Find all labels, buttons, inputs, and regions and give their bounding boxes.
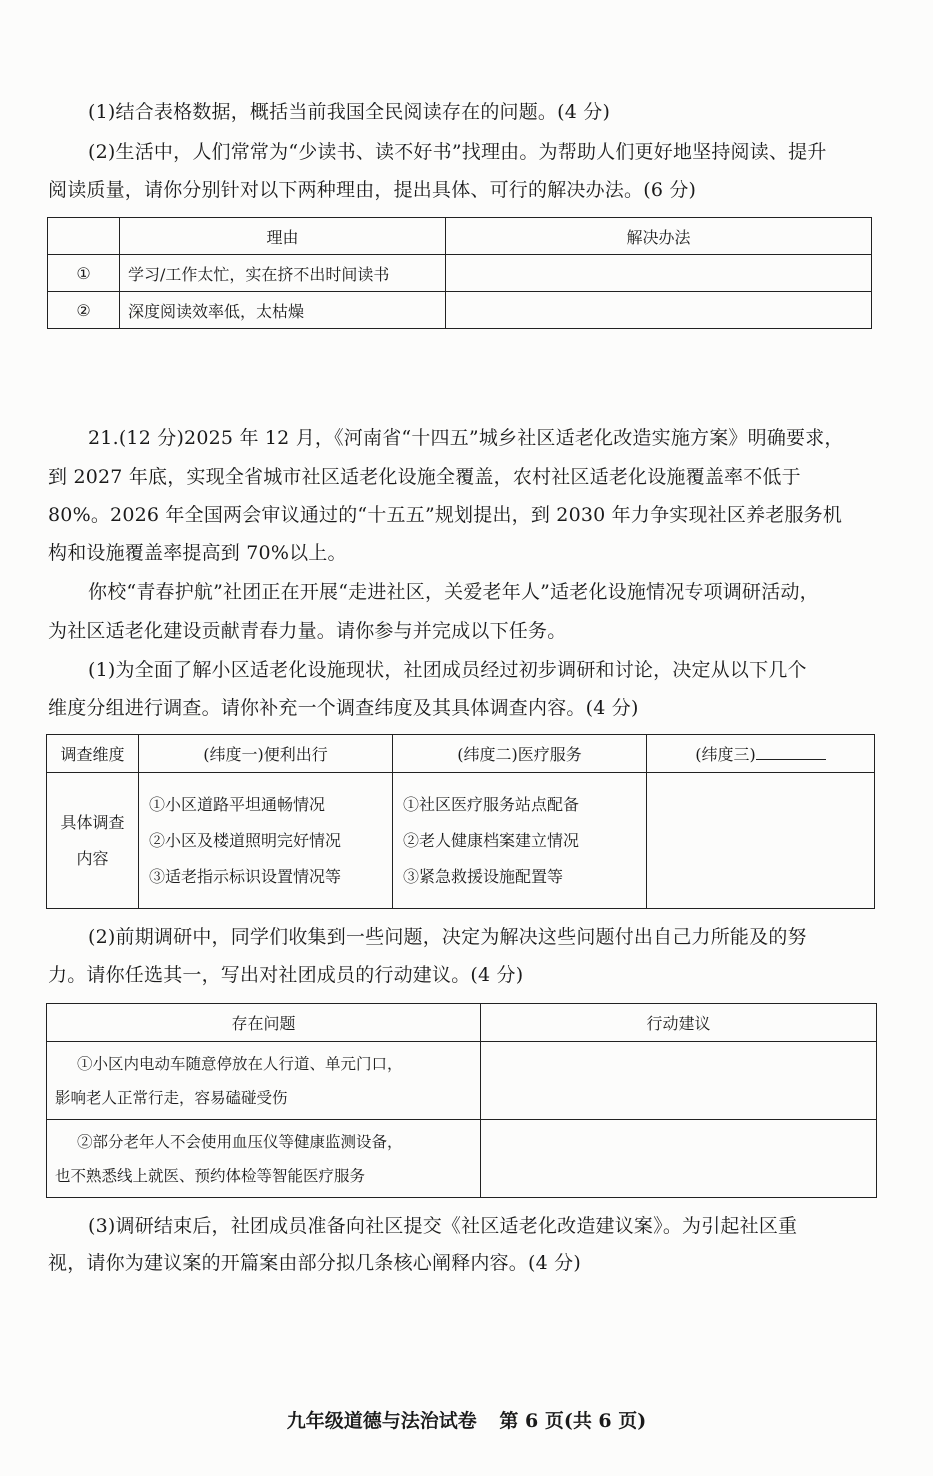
footer-title: 九年级道德与法治试卷 [286, 1410, 477, 1432]
table-row [48, 255, 872, 292]
dimension-3-blank[interactable] [756, 745, 826, 760]
q21-sub2-line1: (2)前期调研中，同学们收集到一些问题，决定为解决这些问题付出自己力所能及的努 [88, 926, 807, 948]
q21-context-line2: 为社区适老化建设贡献青春力量。请你参与并完成以下任务。 [48, 620, 567, 642]
row-number: ② [48, 292, 120, 329]
dimension-3-label: (纬度三) [695, 745, 756, 764]
row-reason: 深度阅读效率低，太枯燥 [120, 292, 446, 329]
survey-dimension-table [46, 734, 875, 909]
action-answer[interactable] [481, 1120, 877, 1198]
problem-cell: ②部分老年人不会使用血压仪等健康监测设备， 也不熟悉线上就医、预约体检等智能医疗服务 [47, 1120, 481, 1198]
table-row [48, 292, 872, 329]
table-header-reason: 理由 [120, 218, 446, 255]
q21-intro-line2: 到 2027 年底，实现全省城市社区适老化设施全覆盖，农村社区适老化设施覆盖率不低于 [48, 466, 801, 488]
row-reason: 学习/工作太忙，实在挤不出时间读书 [120, 255, 446, 292]
q21-intro-line4: 构和设施覆盖率提高到 70%以上。 [48, 542, 347, 564]
q21-sub1-line1: (1)为全面了解小区适老化设施现状，社团成员经过初步调研和讨论，决定从以下几个 [88, 659, 807, 681]
q20-sub1: (1)结合表格数据，概括当前我国全民阅读存在的问题。(4 分) [88, 101, 611, 123]
dimension-1: (纬度一)便利出行 [139, 735, 393, 773]
q20-sub2-line2: 阅读质量，请你分别针对以下两种理由，提出具体、可行的解决办法。(6 分) [48, 179, 697, 201]
dimension-3-cell [647, 735, 875, 773]
dimension-3-answer[interactable] [647, 773, 875, 909]
list-item: ②小区及楼道照明完好情况 [149, 830, 342, 850]
list-item: ③适老指示标识设置情况等 [149, 866, 342, 886]
q20-sub2-line1: (2)生活中，人们常常为“少读书、读不好书”找理由。为帮助人们更好地坚持阅读、提升 [88, 141, 827, 163]
table-header-solution: 解决办法 [446, 218, 872, 255]
header-action: 行动建议 [481, 1004, 877, 1042]
q21-intro-line1: 21.(12 分)2025 年 12 月，《河南省“十四五”城乡社区适老化改造实施方案》明确要求， [88, 427, 844, 449]
table-header-blank [48, 218, 120, 255]
dimension-2-items [393, 773, 647, 909]
action-answer[interactable] [481, 1042, 877, 1120]
list-item: ③紧急救援设施配置等 [403, 866, 564, 886]
list-item: ②老人健康档案建立情况 [403, 830, 580, 850]
dimension-1-items [139, 773, 393, 909]
header-problem: 存在问题 [47, 1004, 481, 1042]
row-solution-answer[interactable] [446, 255, 872, 292]
survey-row-header-dimension: 调查维度 [47, 735, 139, 773]
table-row [47, 1120, 877, 1198]
row-number: ① [48, 255, 120, 292]
problem-cell: ①小区内电动车随意停放在人行道、单元门口， 影响老人正常行走，容易磕碰受伤 [47, 1042, 481, 1120]
table-row [47, 1042, 877, 1120]
q21-sub1-line2: 维度分组进行调查。请你补充一个调查纬度及其具体调查内容。(4 分) [48, 697, 639, 719]
list-item: ①社区医疗服务站点配备 [403, 794, 580, 814]
problem-action-table [46, 1003, 877, 1198]
footer-page-number: 第 6 页(共 6 页) [499, 1410, 647, 1432]
q21-intro-line3: 80%。2026 年全国两会审议通过的“十五五”规划提出，到 2030 年力争实现社区养老服务机 [48, 504, 843, 526]
q21-context-line1: 你校“青春护航”社团正在开展“走进社区，关爱老年人”适老化设施情况专项调研活动， [88, 581, 819, 603]
q21-sub3-line2: 视，请你为建议案的开篇案由部分拟几条核心阐释内容。(4 分) [48, 1252, 581, 1274]
page-footer [0, 1406, 933, 1433]
dimension-2: (纬度二)医疗服务 [393, 735, 647, 773]
list-item: ①小区道路平坦通畅情况 [149, 794, 326, 814]
q21-sub3-line1: (3)调研结束后，社团成员准备向社区提交《社区适老化改造建议案》。为引起社区重 [88, 1215, 798, 1237]
q21-sub2-line2: 力。请你任选其一，写出对社团成员的行动建议。(4 分) [48, 964, 524, 986]
survey-row-header-content: 具体调查 内容 [47, 773, 139, 909]
row-solution-answer[interactable] [446, 292, 872, 329]
reason-solution-table [47, 217, 872, 329]
